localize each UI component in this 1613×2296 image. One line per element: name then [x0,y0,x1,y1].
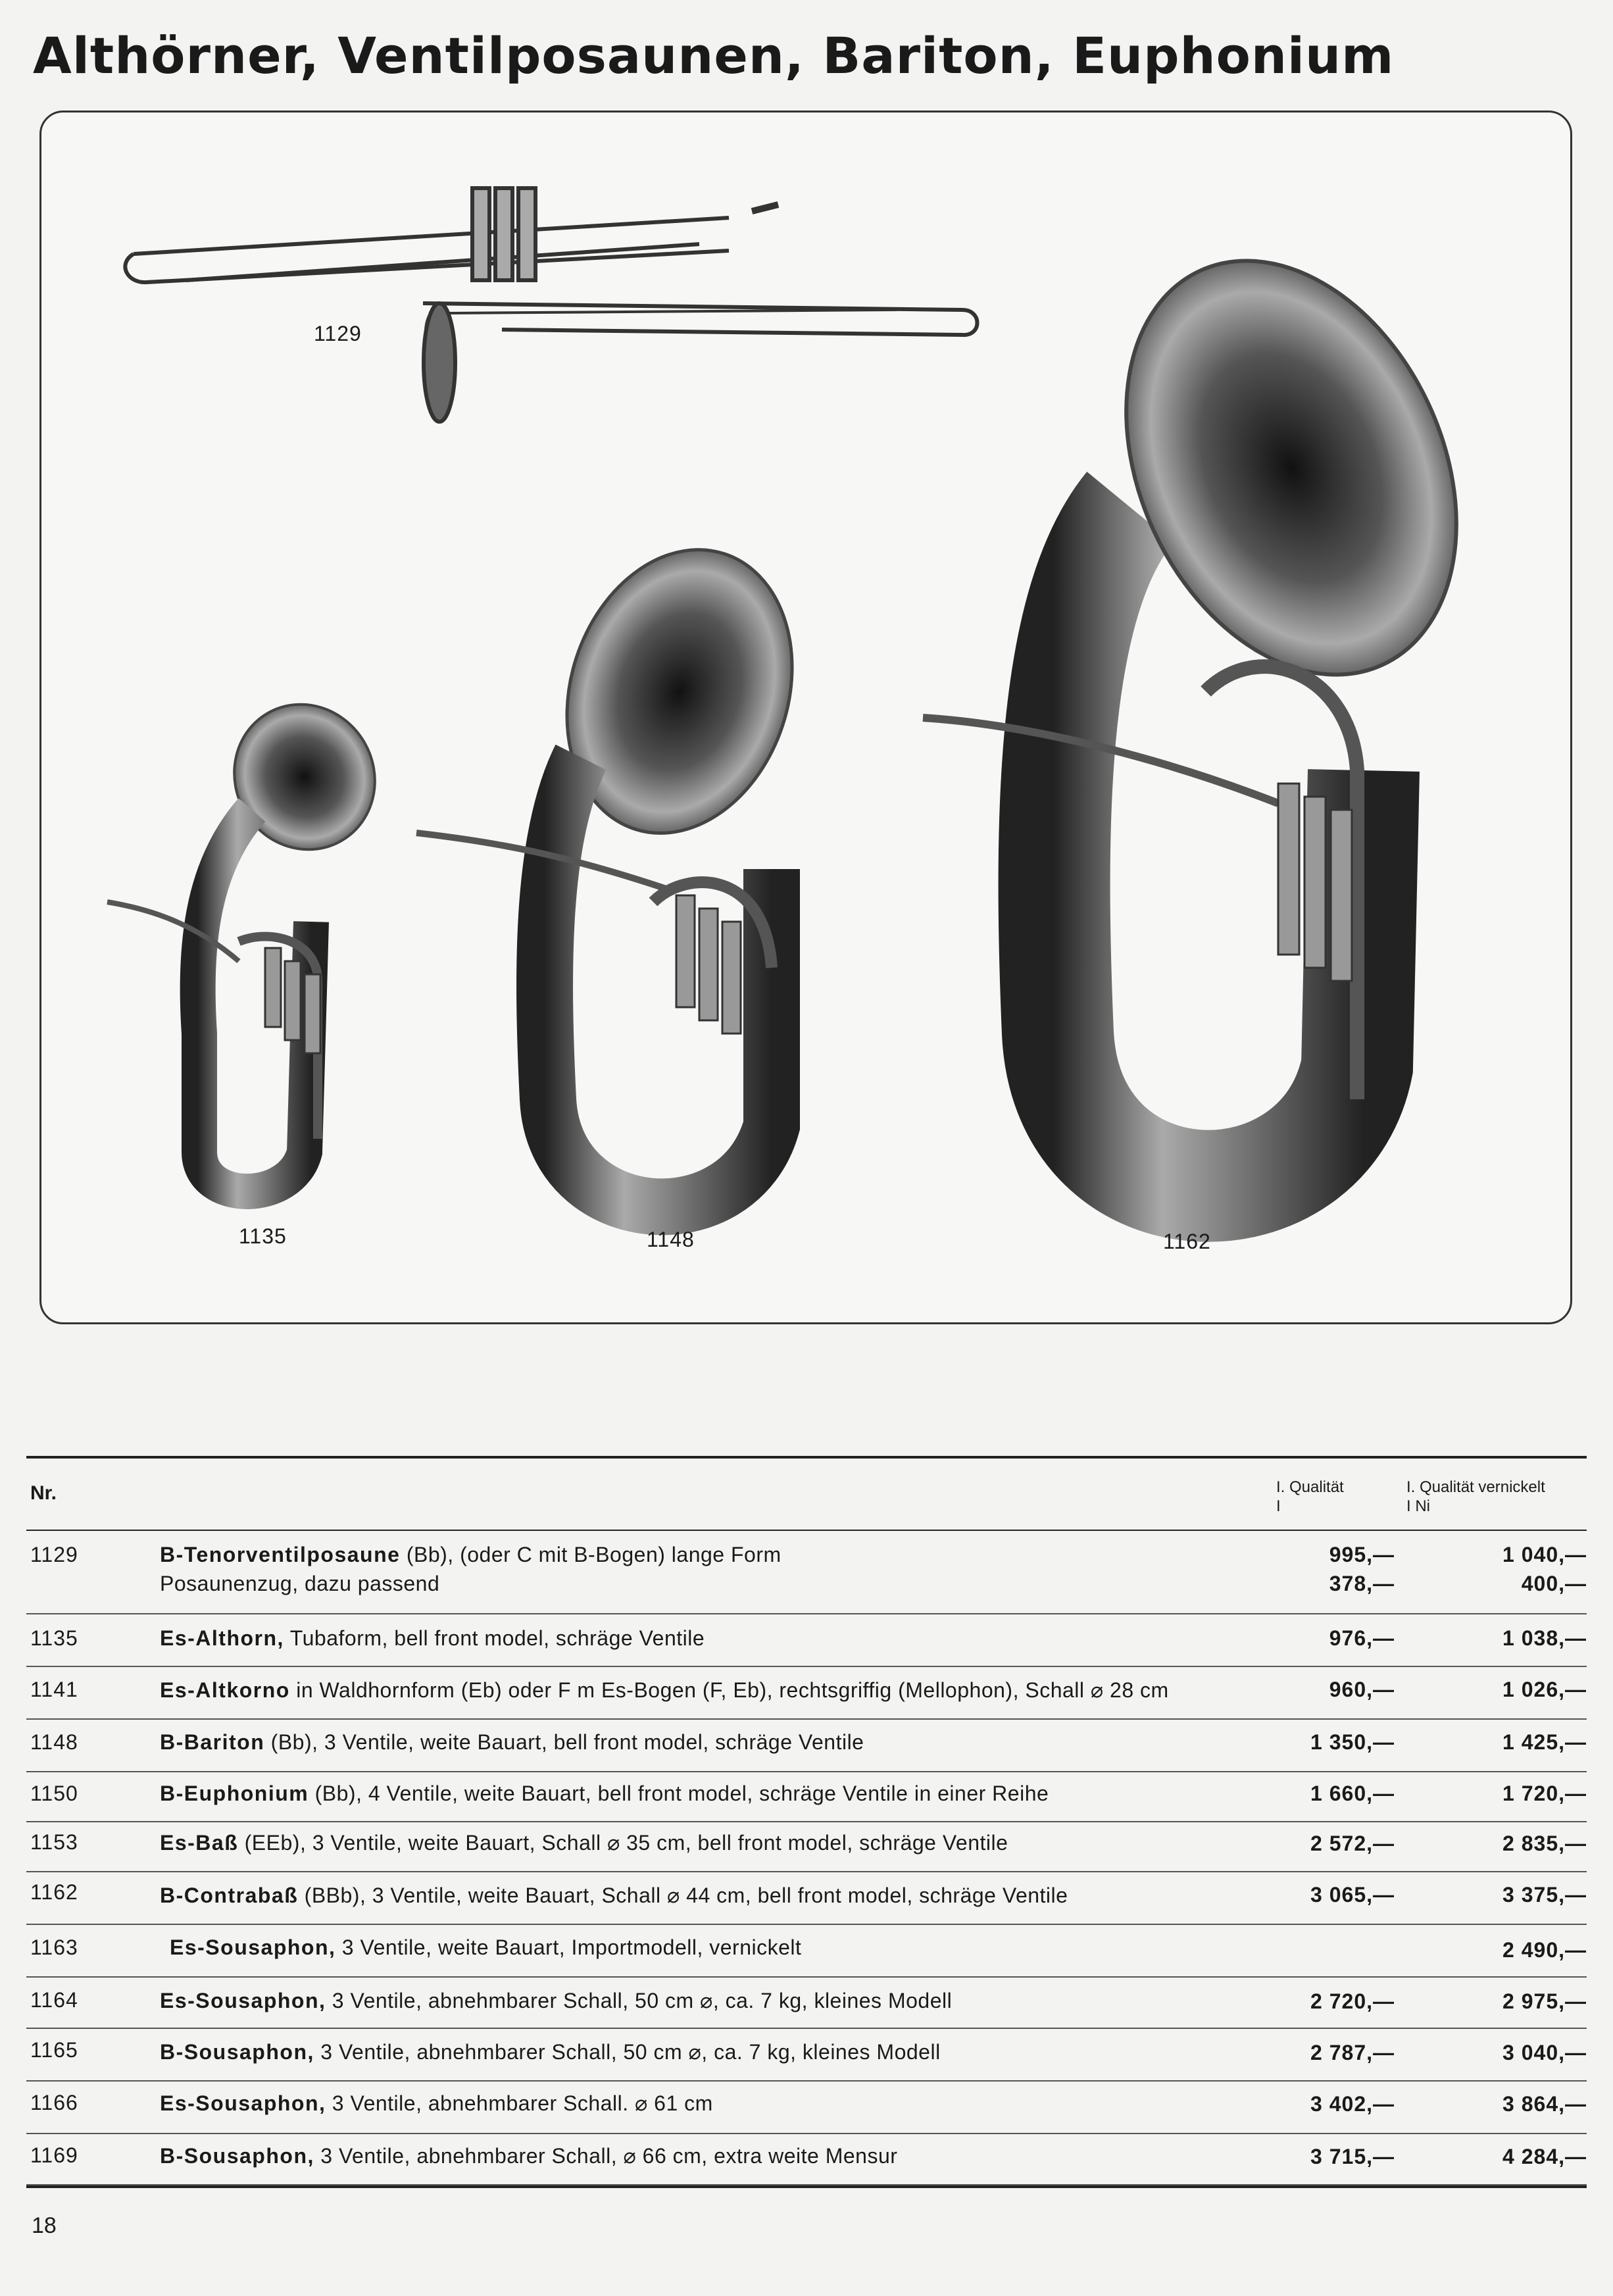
item-number: 1164 [30,1988,78,2012]
item-number: 1135 [30,1626,78,1650]
table-bottom-rule [26,2185,1587,2188]
item-name: B-Sousaphon, [160,2040,314,2064]
price-quality: 1 660,— [1310,1782,1395,1805]
table-row [26,1720,1587,1772]
column-header-nickel [1406,1478,1545,1516]
price-quality-line2: 378,— [1329,1572,1395,1595]
column-header-quality-line2: I [1276,1497,1281,1515]
item-number: 1166 [30,2091,78,2114]
item-description [160,1543,782,1567]
item-name: Es-Baß [160,1831,239,1855]
table-row [26,1772,1587,1822]
price-nickel: 1 038,— [1502,1626,1587,1650]
item-details: 3 Ventile, abnehmbarer Schall. ⌀ 61 cm [326,2091,713,2115]
item-number: 1153 [30,1830,78,1854]
price-quality: 3 715,— [1310,2145,1395,2168]
price-quality: 3 402,— [1310,2092,1395,2116]
item-details: 3 Ventile, abnehmbarer Schall, 50 cm ⌀, ca. 7 kg, kleines Modell [326,1989,953,2012]
column-header-quality-line1: I. Qualität [1276,1478,1344,1496]
item-details: (EEb), 3 Ventile, weite Bauart, Schall ⌀ 35 cm, bell front model, schräge Ventile [238,1831,1008,1855]
item-description [160,1678,1169,1703]
item-number: 1148 [30,1730,78,1754]
item-description [160,2143,897,2168]
instrument-photo-panel [39,111,1572,1324]
item-description [160,1730,864,1755]
figure-label-1129: 1129 [314,322,362,345]
item-name: Es-Sousaphon, [160,2091,326,2115]
price-nickel: 2 975,— [1502,1989,1587,2013]
page-title: Althörner, Ventilposaunen, Bariton, Euphonium [33,26,1395,85]
price-quality: 3 065,— [1310,1883,1395,1907]
item-number: 1129 [30,1543,78,1566]
price-nickel: 2 835,— [1502,1832,1587,1855]
price-nickel: 1 026,— [1502,1678,1587,1701]
price-nickel: 3 375,— [1502,1883,1587,1907]
item-name: Es-Altkorno [160,1678,290,1702]
item-number: 1163 [30,1935,78,1959]
item-description [170,1935,801,1960]
item-details: in Waldhornform (Eb) oder F m Es-Bogen (F, Eb), rechtsgriffig (Mellophon), Schall ⌀ 28 cm [289,1678,1169,1702]
item-details: (BBb), 3 Ventile, weite Bauart, Schall ⌀ 44 cm, bell front model, schräge Ventile [298,1884,1068,1907]
alto-horn-icon [107,679,401,1191]
item-name: B-Bariton [160,1730,265,1754]
price-table-header [26,1459,1587,1531]
item-number: 1169 [30,2143,78,2167]
item-details: (Bb), 3 Ventile, weite Bauart, bell front model, schräge Ventile [264,1730,864,1754]
price-nickel: 4 284,— [1502,2145,1587,2168]
item-number: 1141 [30,1678,78,1701]
table-row [26,1667,1587,1720]
item-details: 3 Ventile, abnehmbarer Schall, 50 cm ⌀, ca. 7 kg, kleines Modell [314,2040,941,2064]
page-number: 18 [32,2213,57,2238]
item-number: 1162 [30,1880,78,1904]
item-description [160,2039,941,2064]
item-details: (Bb), (oder C mit B-Bogen) lange Form [400,1543,782,1566]
item-description [160,2091,713,2116]
figure-label-1148: 1148 [647,1228,695,1251]
item-number: 1165 [30,2038,78,2062]
item-number: 1150 [30,1782,78,1805]
price-nickel: 3 864,— [1502,2092,1587,2116]
item-description [160,1626,705,1651]
table-row [26,2082,1587,2134]
price-quality: 960,— [1329,1678,1395,1701]
table-row [26,1614,1587,1667]
item-name: B-Euphonium [160,1782,309,1805]
price-nickel-line2: 400,— [1521,1572,1587,1595]
column-header-nickel-line1: I. Qualität vernickelt [1406,1478,1545,1496]
table-row [26,1978,1587,2029]
price-nickel: 1 425,— [1502,1730,1587,1754]
column-header-quality [1276,1478,1344,1516]
item-description-line2: Posaunenzug, dazu passend [160,1572,440,1595]
item-description [160,1830,1008,1855]
column-header-nr: Nr. [30,1482,57,1504]
price-quality: 2 787,— [1310,2041,1395,2064]
item-name: B-Contrabaß [160,1884,299,1907]
price-nickel: 2 490,— [1502,1938,1587,1962]
figure-label-1162: 1162 [1163,1230,1211,1253]
baritone-icon [416,520,828,1207]
table-row [26,2029,1587,2082]
item-details: Tubaform, bell front model, schräge Ventile [284,1626,705,1650]
item-name: Es-Sousaphon, [170,1935,336,1959]
table-row [26,1531,1587,1614]
price-table-body [26,1531,1587,2185]
tuba-icon [923,207,1520,1186]
item-name: B-Sousaphon, [160,2144,314,2168]
item-description [160,1782,1049,1806]
table-row [26,1872,1587,1925]
price-quality: 2 572,— [1310,1832,1395,1855]
column-header-nickel-line2: I Ni [1406,1497,1430,1515]
item-details: 3 Ventile, weite Bauart, Importmodell, vernickelt [335,1935,802,1959]
item-name: Es-Althorn, [160,1626,284,1650]
item-details: 3 Ventile, abnehmbarer Schall, ⌀ 66 cm, extra weite Mensur [314,2144,898,2168]
table-row [26,1925,1587,1978]
table-row [26,2134,1587,2185]
price-quality: 1 350,— [1310,1730,1395,1754]
item-description [160,1988,952,2013]
table-row [26,1822,1587,1872]
item-name: Es-Sousaphon, [160,1989,326,2012]
item-description [160,1883,1068,1908]
price-quality: 2 720,— [1310,1989,1395,2013]
item-name: B-Tenorventilposaune [160,1543,401,1566]
price-quality: 976,— [1329,1626,1395,1650]
price-nickel: 1 720,— [1502,1782,1587,1805]
price-nickel: 1 040,— [1502,1543,1587,1566]
valve-trombone-icon [125,188,977,422]
price-quality: 995,— [1329,1543,1395,1566]
price-nickel: 3 040,— [1502,2041,1587,2064]
item-details: (Bb), 4 Ventile, weite Bauart, bell front model, schräge Ventile in einer Reihe [309,1782,1049,1805]
figure-label-1135: 1135 [239,1224,287,1248]
